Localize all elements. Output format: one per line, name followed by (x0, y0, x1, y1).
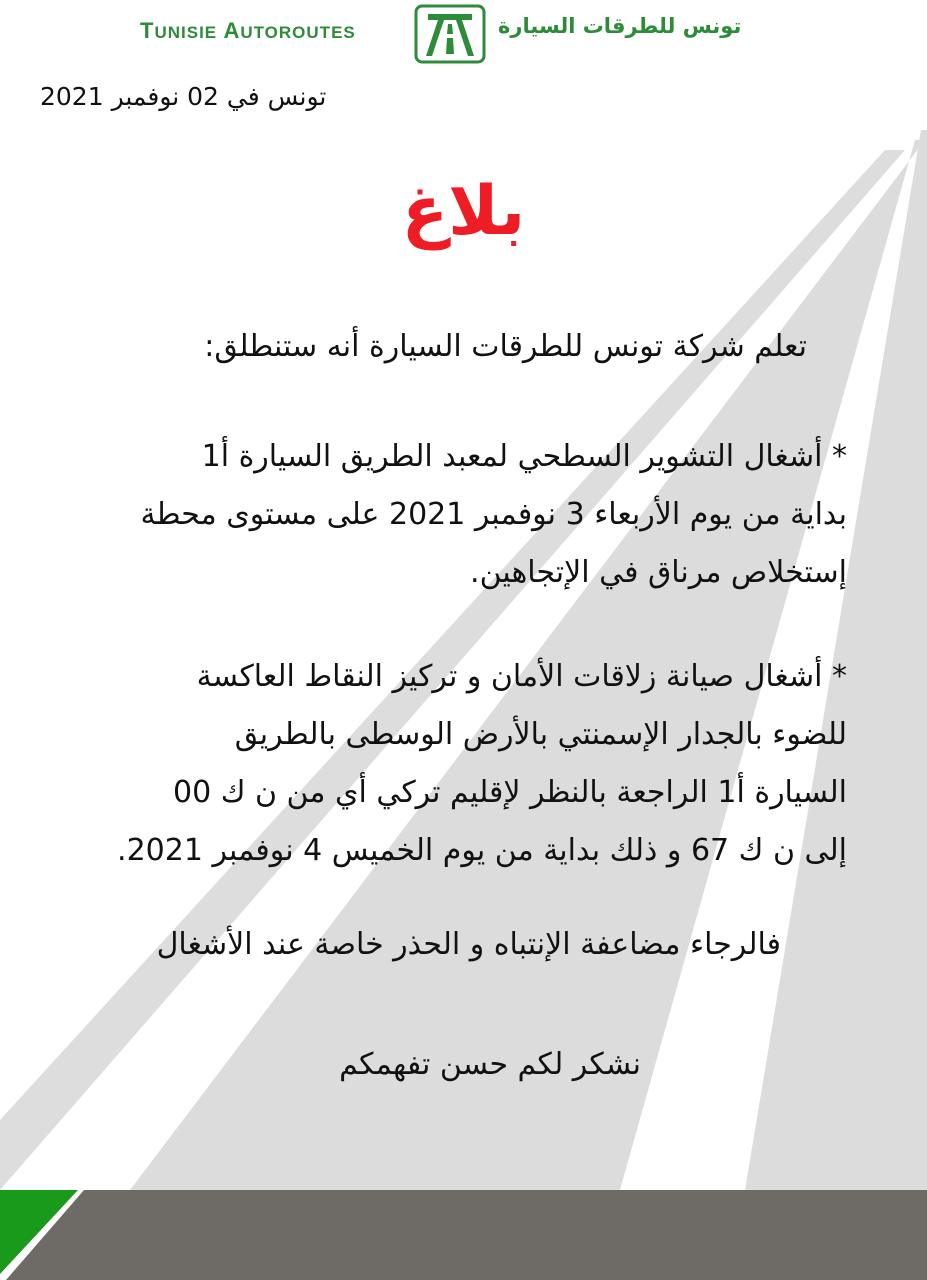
brand-name-arabic: تونس للطرقات السيارة (498, 14, 742, 38)
notice-item-1 (141, 428, 847, 602)
footer-gray-band (0, 1190, 927, 1280)
item-2-line-4: إلى ن ك 67 و ذلك بداية من يوم الخميس 4 نوفمبر 2021. (117, 833, 847, 868)
item-1-line-1: * أشغال التشوير السطحي لمعبد الطريق السيارة أ1 (201, 439, 847, 474)
notice-title: بلاغ (401, 172, 526, 251)
brand-name-latin: TUNISIE AUTOROUTES (140, 18, 356, 43)
notice-intro (204, 318, 807, 376)
closing-line: فالرجاء مضاعفة الإنتباه و الحذر خاصة عند الأشغال (156, 927, 781, 962)
item-2-line-2: للضوء بالجدار الإسمنتي بالأرض الوسطى بالطريق (234, 717, 847, 752)
item-1-line-3: إستخلاص مرناق في الإتجاهين. (470, 555, 847, 590)
date-line: تونس في 02 نوفمبر 2021 (40, 82, 327, 111)
highway-logo-icon (414, 4, 486, 64)
letterhead (0, 0, 927, 70)
footer-band (0, 1190, 927, 1280)
notice-item-2 (117, 648, 847, 880)
notice-thanks (339, 1036, 641, 1094)
notice-closing (157, 916, 781, 974)
item-1-line-2: بداية من يوم الأربعاء 3 نوفمبر 2021 على مستوى محطة (140, 497, 847, 532)
thanks-line: نشكر لكم حسن تفهمكم (339, 1047, 641, 1082)
item-2-line-3: السيارة أ1 الراجعة بالنظر لإقليم تركي أي من ن ك 00 (172, 775, 847, 810)
intro-line: تعلم شركة تونس للطرقات السيارة أنه ستنطلق: (204, 329, 807, 364)
item-2-line-1: * أشغال صيانة زلاقات الأمان و تركيز النقاط العاكسة (196, 659, 847, 694)
